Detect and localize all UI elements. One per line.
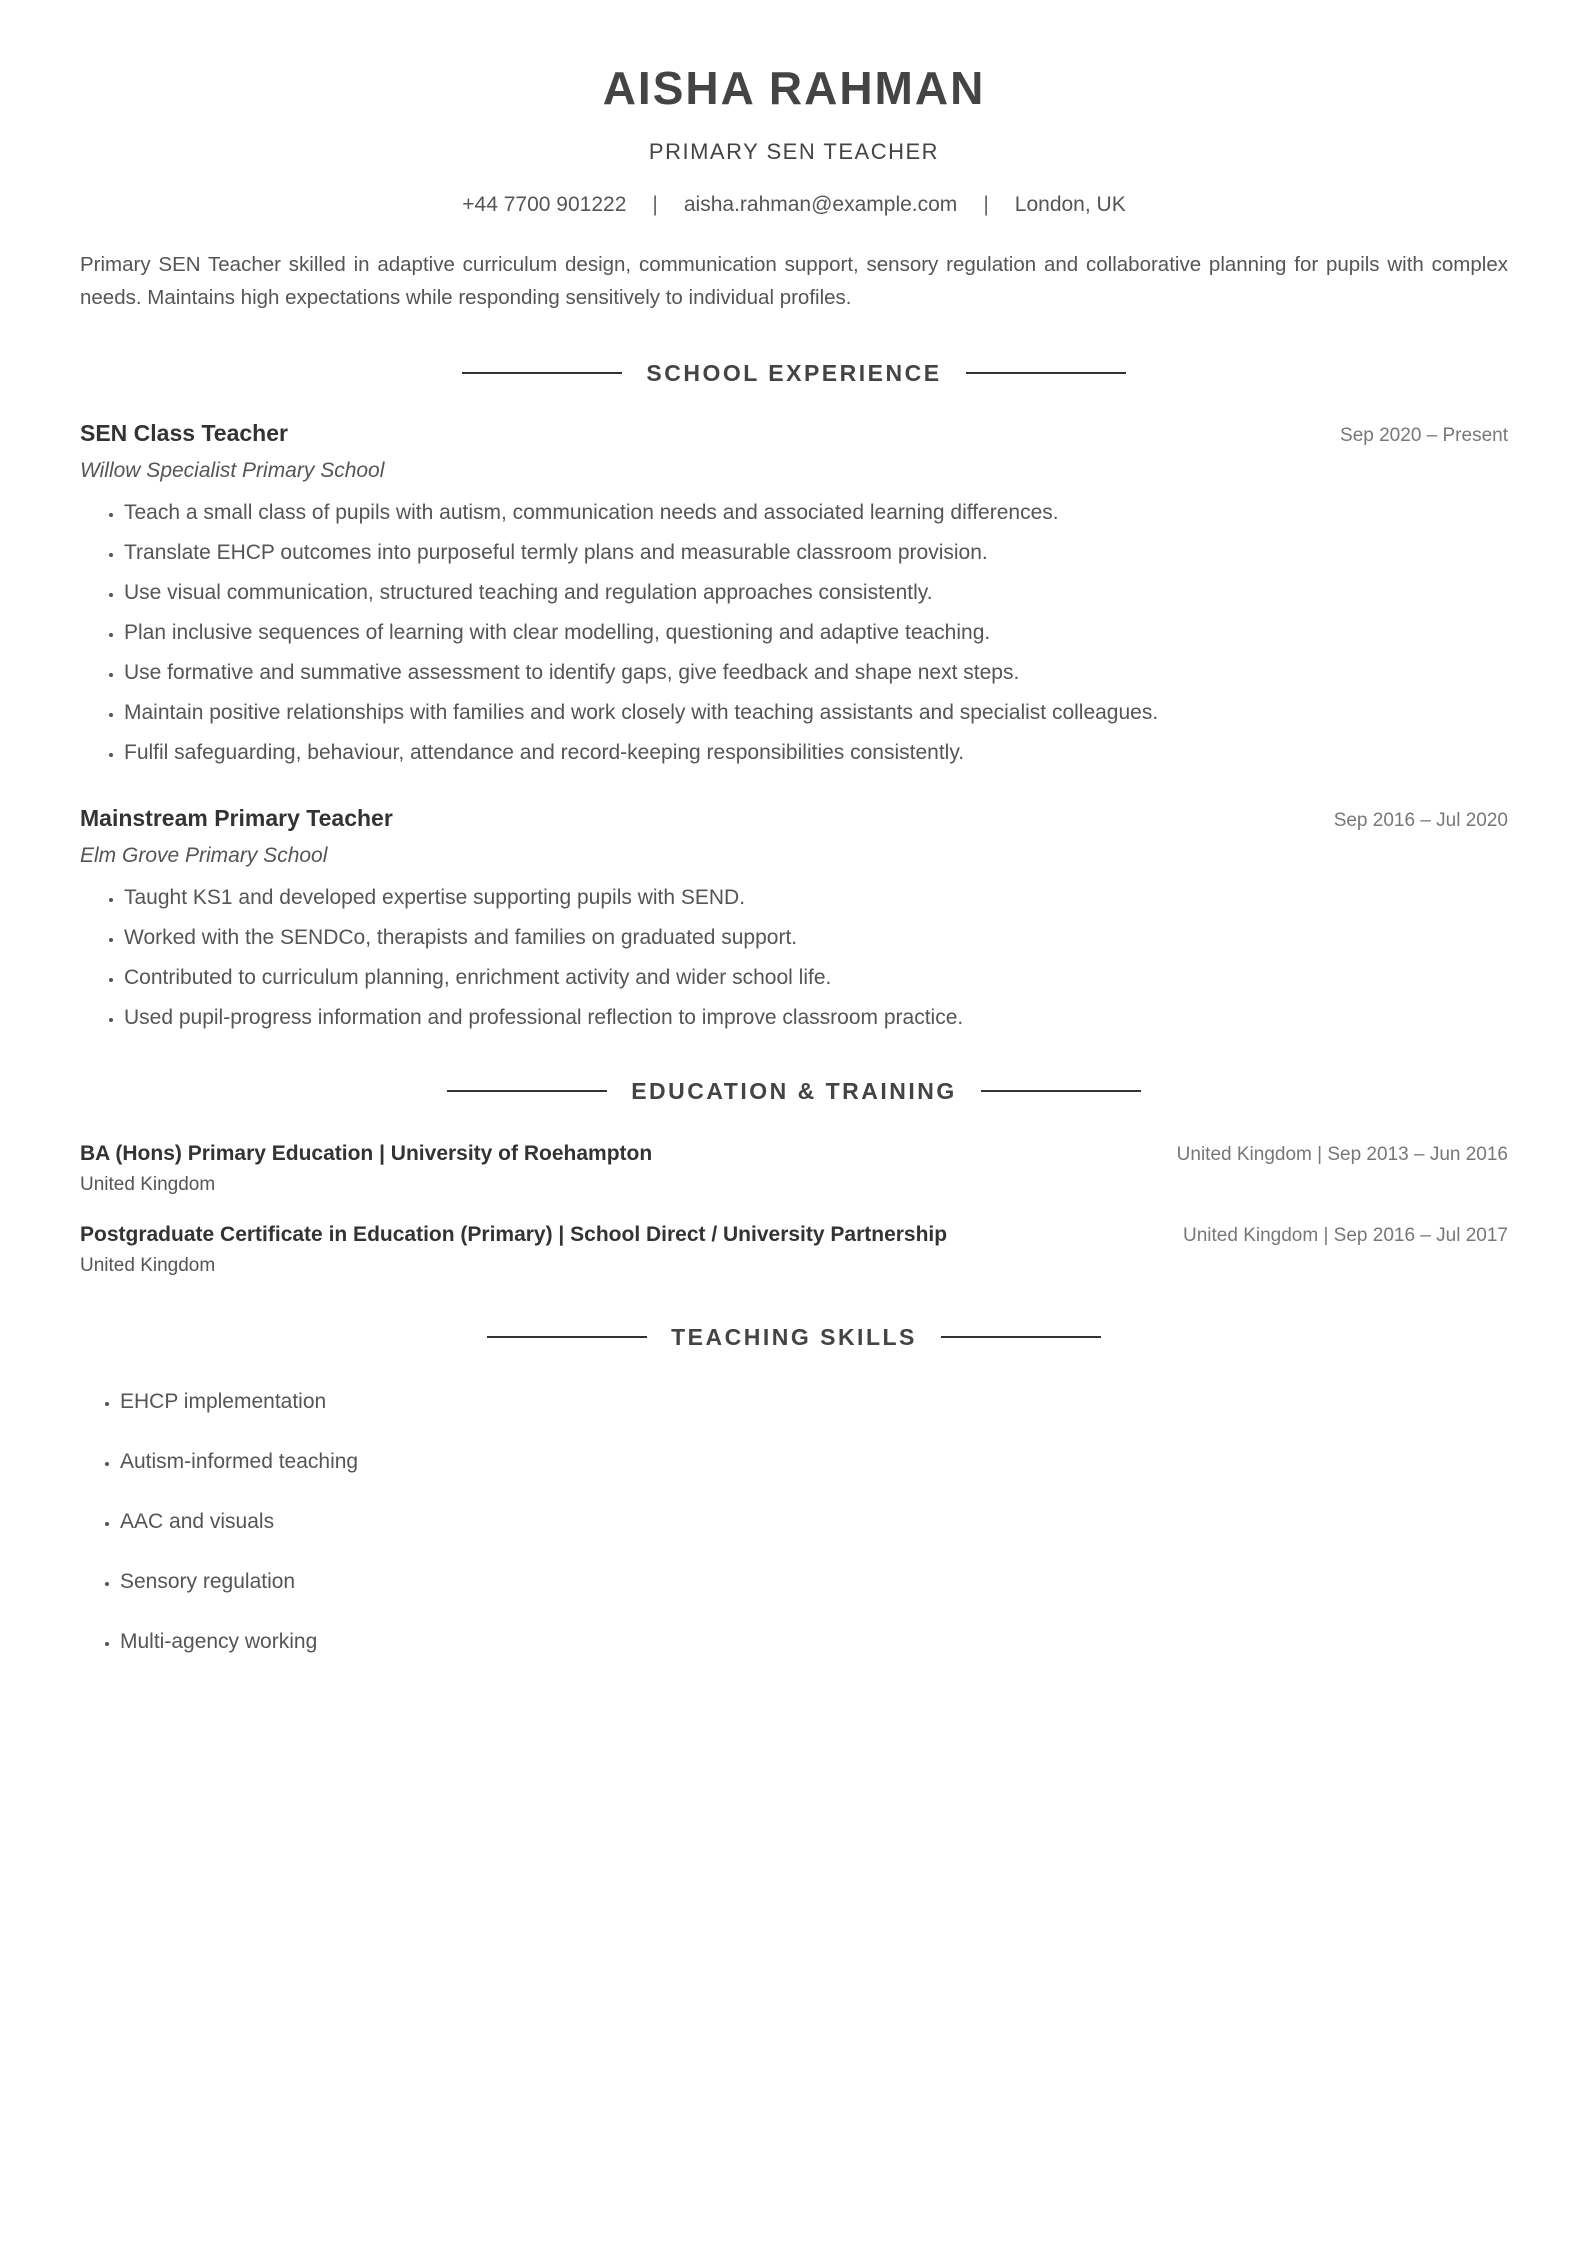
contact-line [80,192,1508,218]
contact-phone: +44 7700 901222 [462,193,627,216]
skill-item: • Sensory regulation [120,1568,1508,1596]
experience-section [80,358,1508,1038]
education-title: Postgraduate Certificate in Education (Primary) | School Direct / University Partnership [80,1223,948,1246]
contact-separator: | [652,193,658,216]
education-location: United Kingdom [80,1174,216,1195]
skill-item: • Multi-agency working [120,1628,1508,1656]
experience-heading-text: SCHOOL EXPERIENCE [646,360,942,386]
education-entry [80,1140,1508,1197]
job-employer: Elm Grove Primary School [80,844,328,867]
job-dates: Sep 2016 – Jul 2020 [1333,810,1508,831]
job-role-title: PRIMARY SEN TEACHER [648,139,940,164]
education-location: United Kingdom [80,1255,216,1276]
education-meta: United Kingdom | Sep 2016 – Jul 2017 [1183,1225,1508,1246]
job-bullet: • Taught KS1 and developed expertise supporting pupils with SEND. [124,878,1508,918]
job-bullet: • Plan inclusive sequences of learning with clear modelling, questioning and adaptive teaching. [124,613,1508,653]
education-header-row [80,1140,1508,1167]
skills-heading-text: TEACHING SKILLS [671,1324,917,1350]
job-header-row [80,418,1508,448]
skills-section [80,1322,1508,1656]
job-title: SEN Class Teacher [80,420,288,446]
skill-item: • AAC and visuals [120,1508,1508,1536]
heading-rule-right [941,1336,1101,1338]
job-bullet: • Teach a small class of pupils with autism, communication needs and associated learning differences. [124,493,1508,533]
skill-item: • Autism-informed teaching [120,1448,1508,1476]
job-bullet: • Contributed to curriculum planning, enrichment activity and wider school life. [124,958,1508,998]
skills-list [80,1388,1508,1656]
professional-summary: Primary SEN Teacher skilled in adaptive curriculum design, communication support, sensory regulation and collaborative planning for pupils with complex needs. Maintains high expectations while responding sensitively to individual profiles. [80,253,1508,309]
heading-rule-left [462,372,622,374]
job-bullet: • Fulfil safeguarding, behaviour, attendance and record-keeping responsibilities consistently. [124,733,1508,773]
heading-rule-left [487,1336,647,1338]
education-header-row [80,1221,1508,1248]
heading-rule-left [447,1090,607,1092]
job-bullets [80,878,1508,1038]
skills-heading [80,1322,1508,1352]
education-heading-text: EDUCATION & TRAINING [631,1078,957,1104]
resume-header [80,0,1508,218]
job-title: Mainstream Primary Teacher [80,805,393,831]
job-entry [80,803,1508,1038]
job-bullet: • Use formative and summative assessment to identify gaps, give feedback and shape next steps. [124,653,1508,693]
education-section [80,1076,1508,1278]
job-bullet: • Use visual communication, structured teaching and regulation approaches consistently. [124,573,1508,613]
experience-heading [80,358,1508,388]
education-title: BA (Hons) Primary Education | University of Roehampton [80,1142,653,1165]
contact-location: London, UK [1014,193,1126,216]
job-entry [80,418,1508,773]
job-bullets [80,493,1508,773]
job-header-row [80,803,1508,833]
job-bullet: • Maintain positive relationships with families and work closely with teaching assistants and specialist colleagues. [124,693,1508,733]
contact-email: aisha.rahman@example.com [683,193,958,216]
education-heading [80,1076,1508,1106]
job-dates: Sep 2020 – Present [1340,425,1508,446]
heading-rule-right [966,372,1126,374]
skill-item: • EHCP implementation [120,1388,1508,1416]
education-entry [80,1221,1508,1278]
candidate-name: AISHA RAHMAN [602,62,986,114]
job-bullet: • Translate EHCP outcomes into purposeful termly plans and measurable classroom provision. [124,533,1508,573]
heading-rule-right [981,1090,1141,1092]
job-bullet: • Used pupil-progress information and professional reflection to improve classroom practice. [124,998,1508,1038]
contact-separator: | [983,193,989,216]
job-employer: Willow Specialist Primary School [80,459,385,482]
education-meta: United Kingdom | Sep 2013 – Jun 2016 [1176,1144,1508,1165]
job-bullet: • Worked with the SENDCo, therapists and families on graduated support. [124,918,1508,958]
